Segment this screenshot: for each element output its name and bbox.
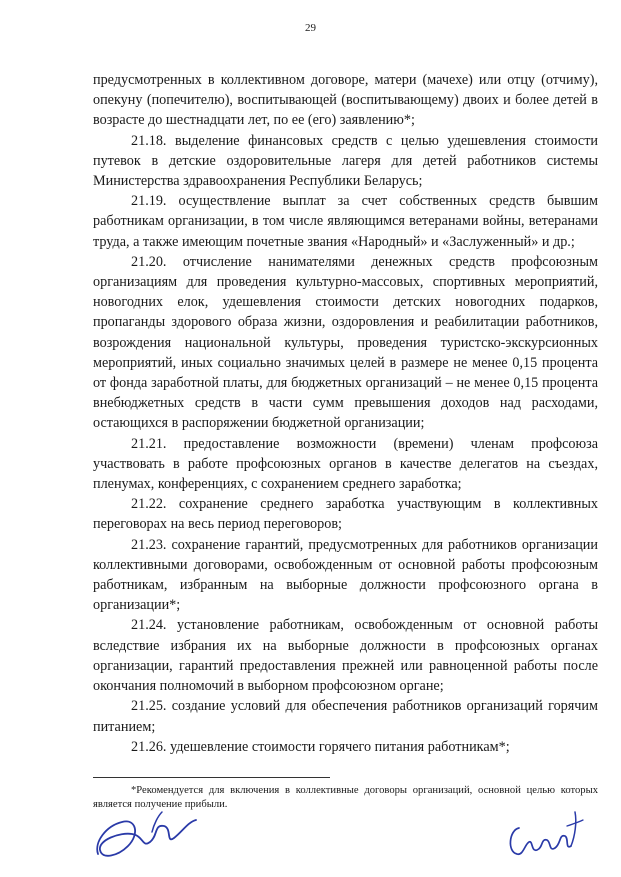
- document-body: [93, 70, 598, 757]
- paragraph-21-20: 21.20. отчисление нанимателями денежных средств профсоюзным организациям для проведения культурно-массовых, спортивных мероприятий, новогодних елок, удешевления стоимости детских новогодних подарков, пропаганды здорового образа жизни, оздоровления и реабилитации работников, возрождения национальной культуры, проведения туристско-экскурсионных мероприятий, иных социально значимых целей в размере не менее 0,15 процента от фонда заработной платы, для бюджетных организаций – не менее 0,15 процента внебюджетных средств в части сумм превышения доходов над расходами, остающихся в распоряжении бюджетной организации;: [93, 253, 598, 432]
- signature-left: [92, 804, 202, 866]
- paragraph-21-18: 21.18. выделение финансовых средств с целью удешевления стоимости путевок в детские оздоровительные лагеря для детей работников системы Министерства здравоохранения Республики Беларусь;: [93, 132, 598, 190]
- paragraph-21-22: 21.22. сохранение среднего заработка участвующим в коллективных переговорах на весь период переговоров;: [93, 496, 598, 533]
- paragraph-continuation: предусмотренных в коллективном договоре, матери (мачехе) или отцу (отчиму), опекуну (попечителю), воспитывающей (воспитывающему) двоих и более детей в возрасте до шестнадцати лет, по ее (его) заявлению*;: [93, 72, 598, 129]
- paragraph-21-26: 21.26. удешевление стоимости горячего питания работникам*;: [131, 738, 510, 755]
- paragraph-21-21: 21.21. предоставление возможности (времени) членам профсоюза участвовать в работе профсоюзных органов в качестве делегатов на съездах, пленумах, конференциях, с сохранением среднего заработка;: [93, 435, 598, 493]
- paragraph-21-25: 21.25. создание условий для обеспечения работников организаций горячим питанием;: [93, 698, 598, 735]
- paragraph-21-23: 21.23. сохранение гарантий, предусмотренных для работников организации коллективными договорами, освобожденным от основной работы профсоюзным работникам, избранным на выборные должности профсоюзного органа в организации*;: [93, 536, 598, 614]
- footnote-divider: [93, 777, 330, 778]
- paragraph-21-19: 21.19. осуществление выплат за счет собственных средств бывшим работникам организации, в том числе являющимся ветеранами войны, ветеранами труда, а также имеющим почетные звания «Народный» и «Заслуженный» и др.;: [93, 193, 598, 250]
- signature-right: [505, 808, 585, 866]
- page-number: 29: [305, 22, 316, 34]
- footnote-text: *Рекомендуется для включения в коллективные договоры организаций, основной целью которых является получение прибыли.: [93, 785, 598, 810]
- paragraph-21-24: 21.24. установление работникам, освобожденным от основной работы вследствие избрания их на выборные должности в профсоюзных органах организации, гарантий предоставления прежней или равноценной работы после окончания полномочий в выборном профсоюзном органе;: [93, 617, 598, 695]
